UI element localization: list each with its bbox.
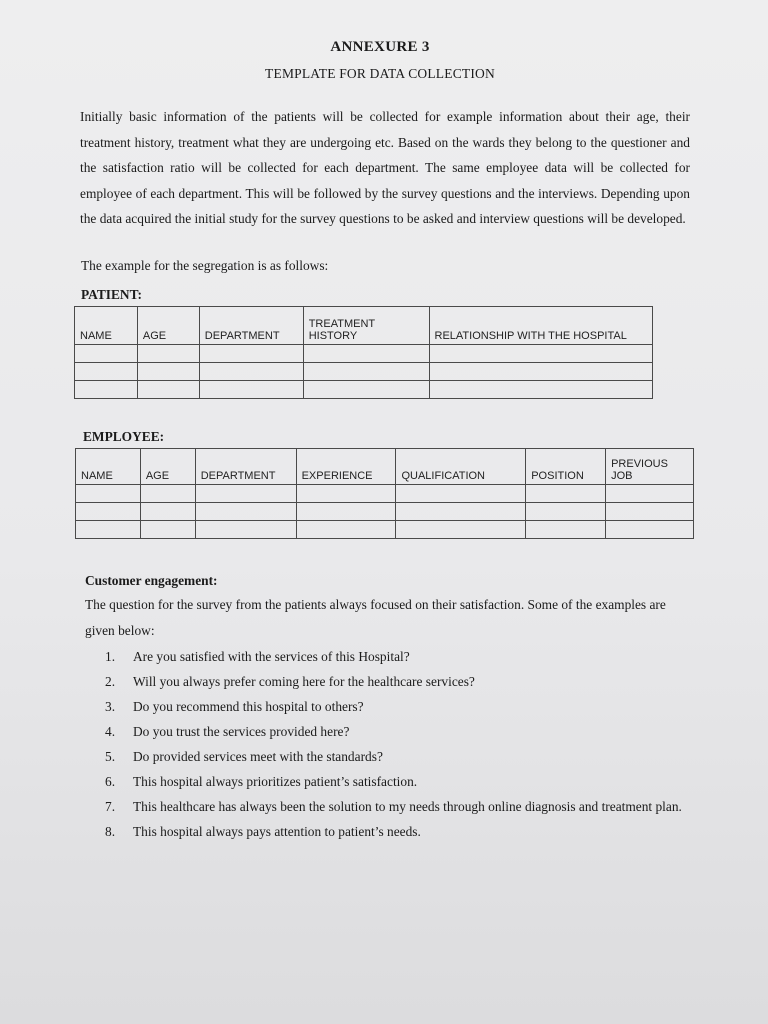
employee-col-position: POSITION [526,449,606,485]
patient-col-name: NAME [75,307,138,345]
list-item [105,769,690,794]
annexure-title: ANNEXURE 3 [330,39,430,55]
employee-col-name: NAME [76,449,141,485]
list-item [105,694,690,719]
employee-col-previous-job: PREVIOUS JOB [606,449,694,485]
employee-heading: EMPLOYEE: [83,429,165,444]
engagement-heading: Customer engagement: [85,573,218,588]
question-text: Will you always prefer coming here for the healthcare services? [133,674,475,689]
question-text: This healthcare has always been the solution to my needs through online diagnosis and treatment plan. [133,799,682,814]
employee-col-age: AGE [140,449,195,485]
question-text: Do provided services meet with the standards? [133,749,383,764]
table-row [75,345,653,363]
question-number: 1. [105,649,116,664]
employee-col-experience: EXPERIENCE [296,449,396,485]
question-text: This hospital always prioritizes patient’s satisfaction. [133,774,418,789]
question-text: Are you satisfied with the services of this Hospital? [133,649,410,664]
question-number: 3. [105,699,116,714]
question-number: 5. [105,749,116,764]
question-text: Do you trust the services provided here? [133,724,350,739]
list-item [105,644,690,669]
patient-col-age: AGE [137,307,199,345]
table-row [75,363,653,381]
document-subtitle: TEMPLATE FOR DATA COLLECTION [265,66,495,81]
list-item [105,669,690,694]
patient-header-row [75,307,653,345]
employee-col-department: DEPARTMENT [195,449,296,485]
patient-col-department: DEPARTMENT [199,307,303,345]
employee-col-qualification: QUALIFICATION [396,449,526,485]
patient-col-treatment-history: TREATMENT HISTORY [303,307,429,345]
question-number: 8. [105,824,116,839]
patient-col-relationship: RELATIONSHIP WITH THE HOSPITAL [429,307,653,345]
table-row [76,485,694,503]
table-row [76,503,694,521]
question-number: 6. [105,774,116,789]
list-item [105,819,690,844]
survey-question-list [105,644,690,844]
example-line: The example for the segregation is as follows: [81,258,329,273]
question-text: This hospital always pays attention to patient’s needs. [133,824,421,839]
question-number: 7. [105,799,116,814]
patient-heading: PATIENT: [81,287,143,302]
question-number: 4. [105,724,116,739]
question-number: 2. [105,674,116,689]
table-row [75,381,653,399]
list-item [105,719,690,744]
patient-table [74,306,653,399]
list-item [105,744,690,769]
employee-table [75,448,694,539]
table-row [76,521,694,539]
list-item [105,794,690,819]
engagement-text: The question for the survey from the patients always focused on their satisfaction. Some of the examples are given below: [85,597,666,638]
intro-paragraph: Initially basic information of the patients will be collected for example information about their age, their treatment history, treatment what they are undergoing etc. Based on the wards they belong to the questioner and the satisfaction ratio will be collected for each department. The same employee data will be collected for employee of each department. This will be followed by the survey questions and the interviews. Depending upon the data acquired the initial study for the survey questions to be asked and interview questions will be developed. [80,109,690,226]
employee-header-row [76,449,694,485]
question-text: Do you recommend this hospital to others? [133,699,364,714]
